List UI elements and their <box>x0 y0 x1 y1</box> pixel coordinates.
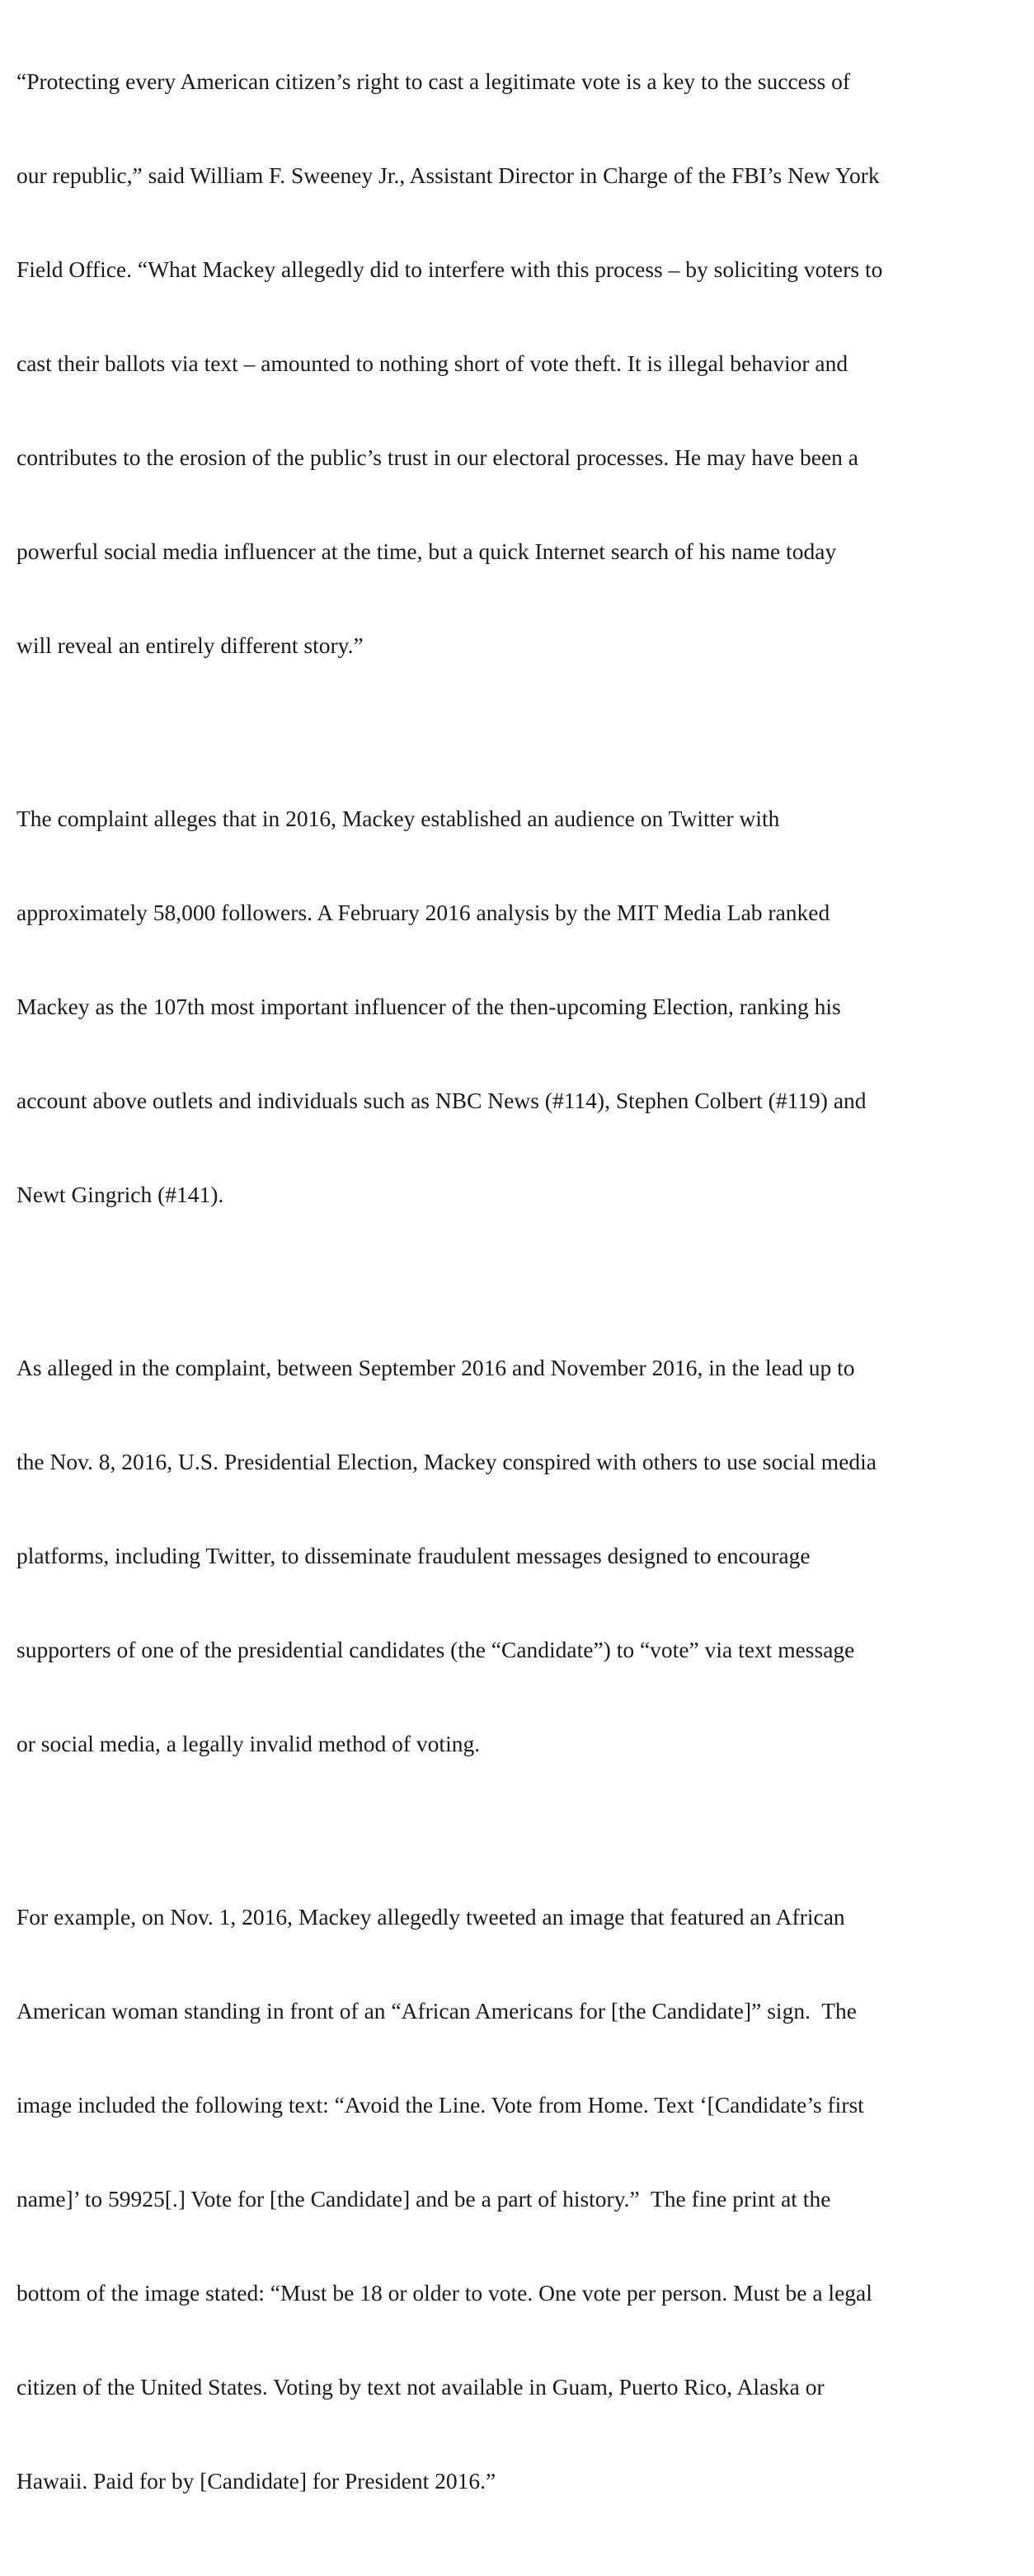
paragraph-quote <box>16 3 1022 724</box>
text-line: platforms, including Twitter, to disseminate fraudulent messages designed to encourage <box>16 1543 811 1568</box>
text-line: will reveal an entirely different story.” <box>16 632 364 658</box>
text-line: name]’ to 59925[.] Vote for [the Candidate] and be a part of history.” The fine print at the <box>16 2186 831 2212</box>
text-line: bottom of the image stated: “Must be 18 or older to vote. One vote per person. Must be a legal <box>16 2280 872 2306</box>
text-line: cast their ballots via text – amounted to nothing short of vote theft. It is illegal behavior and <box>16 350 848 376</box>
text-line: contributes to the erosion of the public’s trust in our electoral processes. He may have been a <box>16 444 859 470</box>
text-line: Newt Gingrich (#141). <box>16 1182 224 1207</box>
text-line: citizen of the United States. Voting by text not available in Guam, Puerto Rico, Alaska or <box>16 2374 825 2400</box>
text-line: the Nov. 8, 2016, U.S. Presidential Election, Mackey conspired with others to use social media <box>16 1449 877 1474</box>
text-line: Hawaii. Paid for by [Candidate] for President 2016.” <box>16 2468 496 2494</box>
text-line: For example, on Nov. 1, 2016, Mackey allegedly tweeted an image that featured an African <box>16 1904 845 1930</box>
text-line: image included the following text: “Avoid the Line. Vote from Home. Text ‘[Candidate’s first <box>16 2092 864 2118</box>
article-body <box>16 3 1022 2576</box>
paragraph-allegation <box>16 1290 1022 1822</box>
paragraph-complaint <box>16 740 1022 1273</box>
text-line: American woman standing in front of an “African Americans for [the Candidate]” sign. The <box>16 1998 857 2024</box>
text-line: supporters of one of the presidential candidates (the “Candidate”) to “vote” via text message <box>16 1637 855 1662</box>
text-line: The complaint alleges that in 2016, Mackey established an audience on Twitter with <box>16 806 780 831</box>
paragraph-example <box>16 1839 1022 2560</box>
text-line: approximately 58,000 followers. A February 2016 analysis by the MIT Media Lab ranked <box>16 900 830 925</box>
text-line: Mackey as the 107th most important influencer of the then-upcoming Election, ranking his <box>16 994 841 1019</box>
text-line: account above outlets and individuals such as NBC News (#114), Stephen Colbert (#119) and <box>16 1088 867 1113</box>
text-line: or social media, a legally invalid method of voting. <box>16 1731 481 1756</box>
text-line: our republic,” said William F. Sweeney Jr., Assistant Director in Charge of the FBI’s New York <box>16 162 880 188</box>
text-line: powerful social media influencer at the time, but a quick Internet search of his name today <box>16 538 837 564</box>
text-line: “Protecting every American citizen’s right to cast a legitimate vote is a key to the success of <box>16 68 851 94</box>
text-line: As alleged in the complaint, between September 2016 and November 2016, in the lead up to <box>16 1355 855 1380</box>
text-line: Field Office. “What Mackey allegedly did to interfere with this process – by soliciting voters to <box>16 256 883 282</box>
